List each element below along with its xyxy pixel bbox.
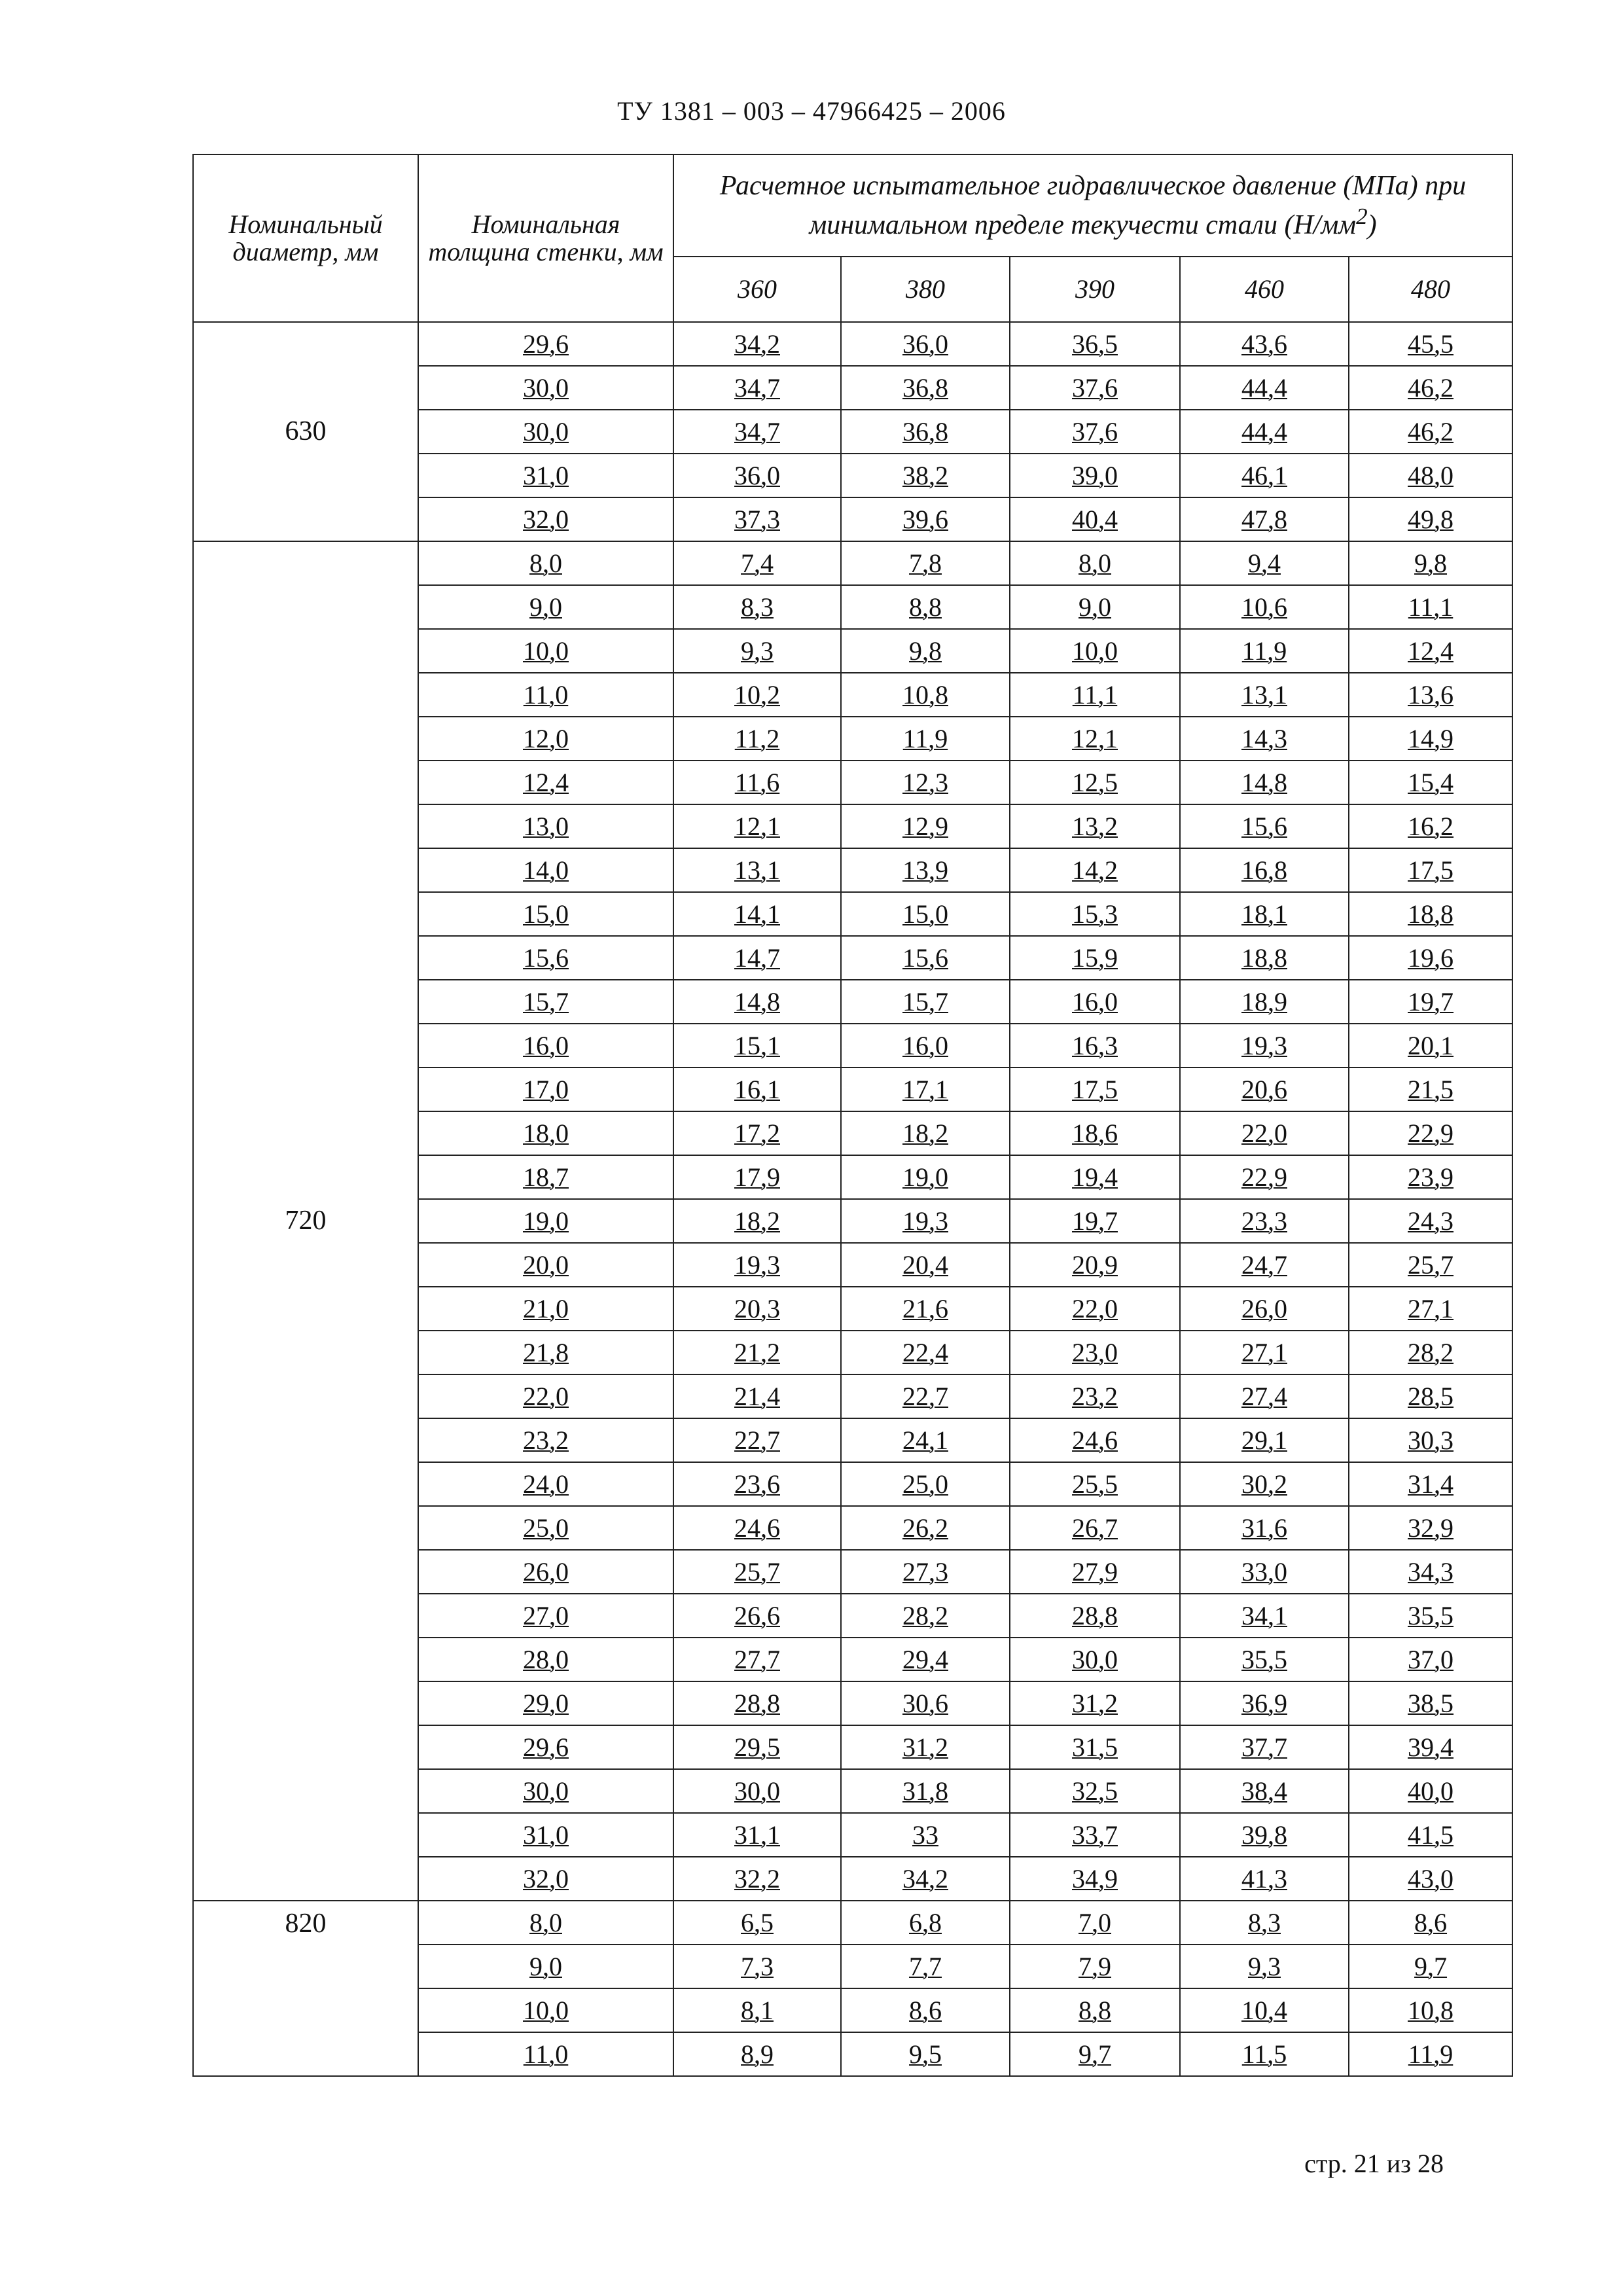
pressure-cell: 29,1 <box>1180 1418 1349 1462</box>
pressure-cell: 27,9 <box>1010 1550 1180 1594</box>
pressure-cell: 14,8 <box>1180 761 1349 804</box>
page-number: стр. 21 из 28 <box>1304 2149 1444 2178</box>
pressure-cell: 30,2 <box>1180 1462 1349 1506</box>
wall-thickness-cell: 22,0 <box>418 1374 673 1418</box>
pressure-cell: 22,4 <box>841 1331 1010 1374</box>
pressure-cell: 22,9 <box>1180 1155 1349 1199</box>
pressure-cell: 18,2 <box>841 1111 1010 1155</box>
pressure-cell: 12,5 <box>1010 761 1180 804</box>
pressure-cell: 30,0 <box>1010 1638 1180 1681</box>
wall-thickness-cell: 18,7 <box>418 1155 673 1199</box>
pressure-cell: 37,7 <box>1180 1725 1349 1769</box>
wall-thickness-cell: 29,6 <box>418 1725 673 1769</box>
wall-thickness-cell: 12,4 <box>418 761 673 804</box>
pressure-cell: 8,0 <box>1010 541 1180 585</box>
pressure-cell: 36,8 <box>841 366 1010 410</box>
pressure-cell: 19,3 <box>841 1199 1010 1243</box>
pressure-cell: 7,7 <box>841 1945 1010 1988</box>
pressure-cell: 34,1 <box>1180 1594 1349 1638</box>
pressure-cell: 12,4 <box>1349 629 1512 673</box>
pressure-cell: 10,4 <box>1180 1988 1349 2032</box>
pressure-cell: 12,9 <box>841 804 1010 848</box>
pressure-cell: 8,6 <box>1349 1901 1512 1945</box>
pressure-cell: 47,8 <box>1180 497 1349 541</box>
wall-thickness-cell: 29,0 <box>418 1681 673 1725</box>
pressure-cell: 41,5 <box>1349 1813 1512 1857</box>
pressure-cell: 41,3 <box>1180 1857 1349 1901</box>
pressure-cell: 10,0 <box>1010 629 1180 673</box>
pressure-cell: 9,5 <box>841 2032 1010 2076</box>
pressure-cell: 24,6 <box>673 1506 841 1550</box>
wall-thickness-cell: 13,0 <box>418 804 673 848</box>
pressure-cell: 27,4 <box>1180 1374 1349 1418</box>
pressure-cell: 34,7 <box>673 366 841 410</box>
pressure-cell: 28,8 <box>673 1681 841 1725</box>
pressure-cell: 11,6 <box>673 761 841 804</box>
yield-strength-header: 480 <box>1349 257 1512 322</box>
pressure-cell: 13,1 <box>673 848 841 892</box>
pressure-cell: 18,8 <box>1180 936 1349 980</box>
diameter-cell: 720 <box>193 541 418 1901</box>
wall-thickness-cell: 31,0 <box>418 1813 673 1857</box>
pressure-cell: 9,3 <box>673 629 841 673</box>
pressure-cell: 9,7 <box>1349 1945 1512 1988</box>
pressure-cell: 21,6 <box>841 1287 1010 1331</box>
pressure-cell: 40,0 <box>1349 1769 1512 1813</box>
pressure-cell: 31,4 <box>1349 1462 1512 1506</box>
pressure-cell: 36,5 <box>1010 322 1180 366</box>
pressure-cell: 19,7 <box>1349 980 1512 1024</box>
pressure-cell: 22,0 <box>1180 1111 1349 1155</box>
pressure-cell: 20,9 <box>1010 1243 1180 1287</box>
pressure-group-header-text: Расчетное испытательное гидравлическое давление (МПа) при минимальном пределе текучести стали (Н/мм <box>719 171 1467 240</box>
wall-thickness-cell: 11,0 <box>418 673 673 717</box>
pressure-cell: 32,5 <box>1010 1769 1180 1813</box>
pressure-cell: 46,1 <box>1180 454 1349 497</box>
pressure-cell: 37,6 <box>1010 410 1180 454</box>
table-row <box>193 322 1512 366</box>
wall-thickness-cell: 17,0 <box>418 1067 673 1111</box>
pressure-cell: 37,6 <box>1010 366 1180 410</box>
pressure-cell: 12,1 <box>1010 717 1180 761</box>
pressure-cell: 34,2 <box>673 322 841 366</box>
pressure-cell: 14,1 <box>673 892 841 936</box>
wall-thickness-cell: 18,0 <box>418 1111 673 1155</box>
pressure-cell: 16,8 <box>1180 848 1349 892</box>
wall-thickness-cell: 24,0 <box>418 1462 673 1506</box>
pressure-cell: 48,0 <box>1349 454 1512 497</box>
pressure-cell: 18,9 <box>1180 980 1349 1024</box>
document-header: ТУ 1381 – 003 – 47966425 – 2006 <box>617 96 1006 126</box>
pressure-cell: 18,1 <box>1180 892 1349 936</box>
wall-thickness-cell: 10,0 <box>418 629 673 673</box>
pressure-cell: 12,3 <box>841 761 1010 804</box>
pressure-cell: 15,7 <box>841 980 1010 1024</box>
pressure-cell: 43,0 <box>1349 1857 1512 1901</box>
pressure-cell: 8,6 <box>841 1988 1010 2032</box>
pressure-cell: 23,0 <box>1010 1331 1180 1374</box>
pressure-cell: 34,9 <box>1010 1857 1180 1901</box>
pressure-cell: 15,6 <box>1180 804 1349 848</box>
pressure-cell: 31,8 <box>841 1769 1010 1813</box>
pressure-cell: 15,9 <box>1010 936 1180 980</box>
pressure-cell: 34,3 <box>1349 1550 1512 1594</box>
pressure-cell: 36,9 <box>1180 1681 1349 1725</box>
pressure-cell: 39,0 <box>1010 454 1180 497</box>
table-row <box>193 541 1512 585</box>
pressure-cell: 7,9 <box>1010 1945 1180 1988</box>
pressure-cell: 40,4 <box>1010 497 1180 541</box>
pressure-cell: 28,2 <box>1349 1331 1512 1374</box>
pressure-cell: 35,5 <box>1180 1638 1349 1681</box>
pressure-cell: 25,5 <box>1010 1462 1180 1506</box>
wall-thickness-cell: 30,0 <box>418 366 673 410</box>
wall-thickness-cell: 21,8 <box>418 1331 673 1374</box>
pressure-cell: 31,5 <box>1010 1725 1180 1769</box>
pressure-cell: 13,9 <box>841 848 1010 892</box>
pressure-cell: 15,6 <box>841 936 1010 980</box>
pressure-cell: 38,5 <box>1349 1681 1512 1725</box>
pressure-cell: 9,8 <box>841 629 1010 673</box>
pressure-cell: 11,2 <box>673 717 841 761</box>
pressure-cell: 49,8 <box>1349 497 1512 541</box>
pressure-cell: 27,3 <box>841 1550 1010 1594</box>
pressure-cell: 16,1 <box>673 1067 841 1111</box>
diameter-column-header: Номинальный диаметр, мм <box>193 154 418 322</box>
pressure-cell: 44,4 <box>1180 366 1349 410</box>
pressure-cell: 46,2 <box>1349 366 1512 410</box>
pressure-cell: 9,0 <box>1010 585 1180 629</box>
pressure-cell: 30,6 <box>841 1681 1010 1725</box>
pressure-cell: 44,4 <box>1180 410 1349 454</box>
pressure-cell: 11,5 <box>1180 2032 1349 2076</box>
pressure-cell: 16,0 <box>841 1024 1010 1067</box>
pressure-cell: 30,0 <box>673 1769 841 1813</box>
pressure-cell: 32,2 <box>673 1857 841 1901</box>
pressure-cell: 21,4 <box>673 1374 841 1418</box>
diameter-cell: 630 <box>193 322 418 541</box>
pressure-cell: 28,5 <box>1349 1374 1512 1418</box>
pressure-cell: 33 <box>841 1813 1010 1857</box>
pressure-cell: 33,7 <box>1010 1813 1180 1857</box>
pressure-cell: 14,7 <box>673 936 841 980</box>
pressure-cell: 20,4 <box>841 1243 1010 1287</box>
pressure-cell: 24,6 <box>1010 1418 1180 1462</box>
pressure-cell: 16,3 <box>1010 1024 1180 1067</box>
pressure-cell: 10,8 <box>1349 1988 1512 2032</box>
wall-thickness-cell: 14,0 <box>418 848 673 892</box>
pressure-cell: 28,2 <box>841 1594 1010 1638</box>
pressure-cell: 14,2 <box>1010 848 1180 892</box>
pressure-cell: 37,0 <box>1349 1638 1512 1681</box>
pressure-cell: 19,6 <box>1349 936 1512 980</box>
pressure-cell: 38,2 <box>841 454 1010 497</box>
pressure-cell: 15,3 <box>1010 892 1180 936</box>
pressure-group-header-superscript: 2 <box>1356 203 1368 229</box>
pressure-cell: 26,7 <box>1010 1506 1180 1550</box>
pressure-cell: 7,8 <box>841 541 1010 585</box>
pressure-cell: 8,1 <box>673 1988 841 2032</box>
pressure-cell: 25,7 <box>673 1550 841 1594</box>
pressure-cell: 10,6 <box>1180 585 1349 629</box>
pressure-cell: 21,2 <box>673 1331 841 1374</box>
pressure-cell: 31,6 <box>1180 1506 1349 1550</box>
wall-thickness-cell: 12,0 <box>418 717 673 761</box>
pressure-cell: 25,7 <box>1349 1243 1512 1287</box>
pressure-cell: 8,8 <box>1010 1988 1180 2032</box>
pressure-cell: 20,3 <box>673 1287 841 1331</box>
wall-thickness-cell: 32,0 <box>418 497 673 541</box>
yield-strength-header: 390 <box>1010 257 1180 322</box>
pressure-cell: 15,1 <box>673 1024 841 1067</box>
pressure-cell: 23,9 <box>1349 1155 1512 1199</box>
pressure-cell: 36,0 <box>841 322 1010 366</box>
pressure-cell: 7,4 <box>673 541 841 585</box>
pressure-cell: 11,9 <box>1180 629 1349 673</box>
pressure-cell: 15,0 <box>841 892 1010 936</box>
pressure-cell: 9,3 <box>1180 1945 1349 1988</box>
pressure-cell: 36,8 <box>841 410 1010 454</box>
pressure-cell: 15,4 <box>1349 761 1512 804</box>
pressure-cell: 22,9 <box>1349 1111 1512 1155</box>
pressure-cell: 19,3 <box>673 1243 841 1287</box>
wall-thickness-cell: 8,0 <box>418 541 673 585</box>
pressure-cell: 33,0 <box>1180 1550 1349 1594</box>
pressure-cell: 22,7 <box>673 1418 841 1462</box>
wall-thickness-cell: 23,2 <box>418 1418 673 1462</box>
wall-thickness-cell: 11,0 <box>418 2032 673 2076</box>
pressure-cell: 20,1 <box>1349 1024 1512 1067</box>
yield-strength-header: 360 <box>673 257 841 322</box>
pressure-group-header-close: ) <box>1367 209 1377 240</box>
pressure-cell: 38,4 <box>1180 1769 1349 1813</box>
yield-strength-header: 380 <box>841 257 1010 322</box>
pressure-cell: 27,1 <box>1180 1331 1349 1374</box>
wall-thickness-cell: 16,0 <box>418 1024 673 1067</box>
wall-thickness-cell: 8,0 <box>418 1901 673 1945</box>
pressure-cell: 30,3 <box>1349 1418 1512 1462</box>
pressure-cell: 24,7 <box>1180 1243 1349 1287</box>
pressure-cell: 13,2 <box>1010 804 1180 848</box>
pressure-cell: 10,8 <box>841 673 1010 717</box>
pressure-cell: 36,0 <box>673 454 841 497</box>
pressure-cell: 6,5 <box>673 1901 841 1945</box>
pressure-cell: 19,3 <box>1180 1024 1349 1067</box>
wall-thickness-cell: 27,0 <box>418 1594 673 1638</box>
pressure-cell: 46,2 <box>1349 410 1512 454</box>
pressure-cell: 28,8 <box>1010 1594 1180 1638</box>
pressure-cell: 29,5 <box>673 1725 841 1769</box>
pressure-cell: 16,2 <box>1349 804 1512 848</box>
yield-strength-header: 460 <box>1180 257 1349 322</box>
wall-thickness-cell: 30,0 <box>418 1769 673 1813</box>
pressure-cell: 26,2 <box>841 1506 1010 1550</box>
pressure-cell: 23,6 <box>673 1462 841 1506</box>
wall-thickness-cell: 28,0 <box>418 1638 673 1681</box>
wall-thickness-cell: 19,0 <box>418 1199 673 1243</box>
pressure-cell: 17,1 <box>841 1067 1010 1111</box>
pressure-cell: 26,6 <box>673 1594 841 1638</box>
pressure-cell: 13,6 <box>1349 673 1512 717</box>
wall-thickness-cell: 9,0 <box>418 1945 673 1988</box>
pressure-cell: 37,3 <box>673 497 841 541</box>
pressure-cell: 29,4 <box>841 1638 1010 1681</box>
pressure-cell: 24,1 <box>841 1418 1010 1462</box>
pressure-cell: 8,8 <box>841 585 1010 629</box>
wall-thickness-cell: 32,0 <box>418 1857 673 1901</box>
wall-thickness-cell: 31,0 <box>418 454 673 497</box>
wall-thickness-cell: 21,0 <box>418 1287 673 1331</box>
pressure-cell: 12,1 <box>673 804 841 848</box>
pressure-cell: 11,9 <box>1349 2032 1512 2076</box>
pressure-cell: 31,2 <box>841 1725 1010 1769</box>
pressure-group-header <box>673 154 1512 257</box>
pressure-cell: 9,4 <box>1180 541 1349 585</box>
pressure-cell: 8,3 <box>673 585 841 629</box>
pressure-cell: 14,3 <box>1180 717 1349 761</box>
pressure-cell: 22,0 <box>1010 1287 1180 1331</box>
pressure-cell: 26,0 <box>1180 1287 1349 1331</box>
pressure-cell: 22,7 <box>841 1374 1010 1418</box>
pressure-cell: 13,1 <box>1180 673 1349 717</box>
pressure-cell: 27,1 <box>1349 1287 1512 1331</box>
pressure-cell: 34,7 <box>673 410 841 454</box>
pressure-cell: 39,6 <box>841 497 1010 541</box>
pressure-cell: 34,2 <box>841 1857 1010 1901</box>
pressure-cell: 32,9 <box>1349 1506 1512 1550</box>
pressure-cell: 11,1 <box>1010 673 1180 717</box>
pressure-cell: 17,9 <box>673 1155 841 1199</box>
wall-thickness-cell: 15,7 <box>418 980 673 1024</box>
pressure-cell: 35,5 <box>1349 1594 1512 1638</box>
wall-thickness-cell: 26,0 <box>418 1550 673 1594</box>
pressure-cell: 23,2 <box>1010 1374 1180 1418</box>
pressure-table <box>192 154 1513 2077</box>
pressure-cell: 39,8 <box>1180 1813 1349 1857</box>
wall-thickness-cell: 9,0 <box>418 585 673 629</box>
diameter-cell: 820 <box>193 1901 418 2076</box>
pressure-cell: 23,3 <box>1180 1199 1349 1243</box>
pressure-cell: 6,8 <box>841 1901 1010 1945</box>
pressure-cell: 18,6 <box>1010 1111 1180 1155</box>
pressure-cell: 31,1 <box>673 1813 841 1857</box>
pressure-cell: 19,4 <box>1010 1155 1180 1199</box>
pressure-cell: 17,2 <box>673 1111 841 1155</box>
pressure-cell: 7,0 <box>1010 1901 1180 1945</box>
wall-thickness-cell: 29,6 <box>418 322 673 366</box>
pressure-cell: 45,5 <box>1349 322 1512 366</box>
pressure-cell: 19,0 <box>841 1155 1010 1199</box>
wall-column-header: Номинальная толщина стенки, мм <box>418 154 673 322</box>
pressure-cell: 18,2 <box>673 1199 841 1243</box>
pressure-cell: 43,6 <box>1180 322 1349 366</box>
pressure-cell: 16,0 <box>1010 980 1180 1024</box>
pressure-cell: 9,7 <box>1010 2032 1180 2076</box>
wall-thickness-cell: 25,0 <box>418 1506 673 1550</box>
pressure-cell: 11,9 <box>841 717 1010 761</box>
pressure-cell: 8,9 <box>673 2032 841 2076</box>
pressure-cell: 31,2 <box>1010 1681 1180 1725</box>
pressure-cell: 39,4 <box>1349 1725 1512 1769</box>
pressure-cell: 10,2 <box>673 673 841 717</box>
wall-thickness-cell: 15,6 <box>418 936 673 980</box>
pressure-cell: 8,3 <box>1180 1901 1349 1945</box>
wall-thickness-cell: 30,0 <box>418 410 673 454</box>
pressure-cell: 27,7 <box>673 1638 841 1681</box>
pressure-cell: 20,6 <box>1180 1067 1349 1111</box>
pressure-cell: 17,5 <box>1010 1067 1180 1111</box>
pressure-cell: 17,5 <box>1349 848 1512 892</box>
pressure-cell: 21,5 <box>1349 1067 1512 1111</box>
pressure-cell: 11,1 <box>1349 585 1512 629</box>
wall-thickness-cell: 20,0 <box>418 1243 673 1287</box>
pressure-cell: 14,9 <box>1349 717 1512 761</box>
pressure-cell: 19,7 <box>1010 1199 1180 1243</box>
wall-thickness-cell: 10,0 <box>418 1988 673 2032</box>
pressure-cell: 24,3 <box>1349 1199 1512 1243</box>
table-row <box>193 1901 1512 1945</box>
pressure-cell: 14,8 <box>673 980 841 1024</box>
pressure-cell: 25,0 <box>841 1462 1010 1506</box>
pressure-cell: 18,8 <box>1349 892 1512 936</box>
wall-thickness-cell: 15,0 <box>418 892 673 936</box>
pressure-cell: 9,8 <box>1349 541 1512 585</box>
pressure-cell: 7,3 <box>673 1945 841 1988</box>
